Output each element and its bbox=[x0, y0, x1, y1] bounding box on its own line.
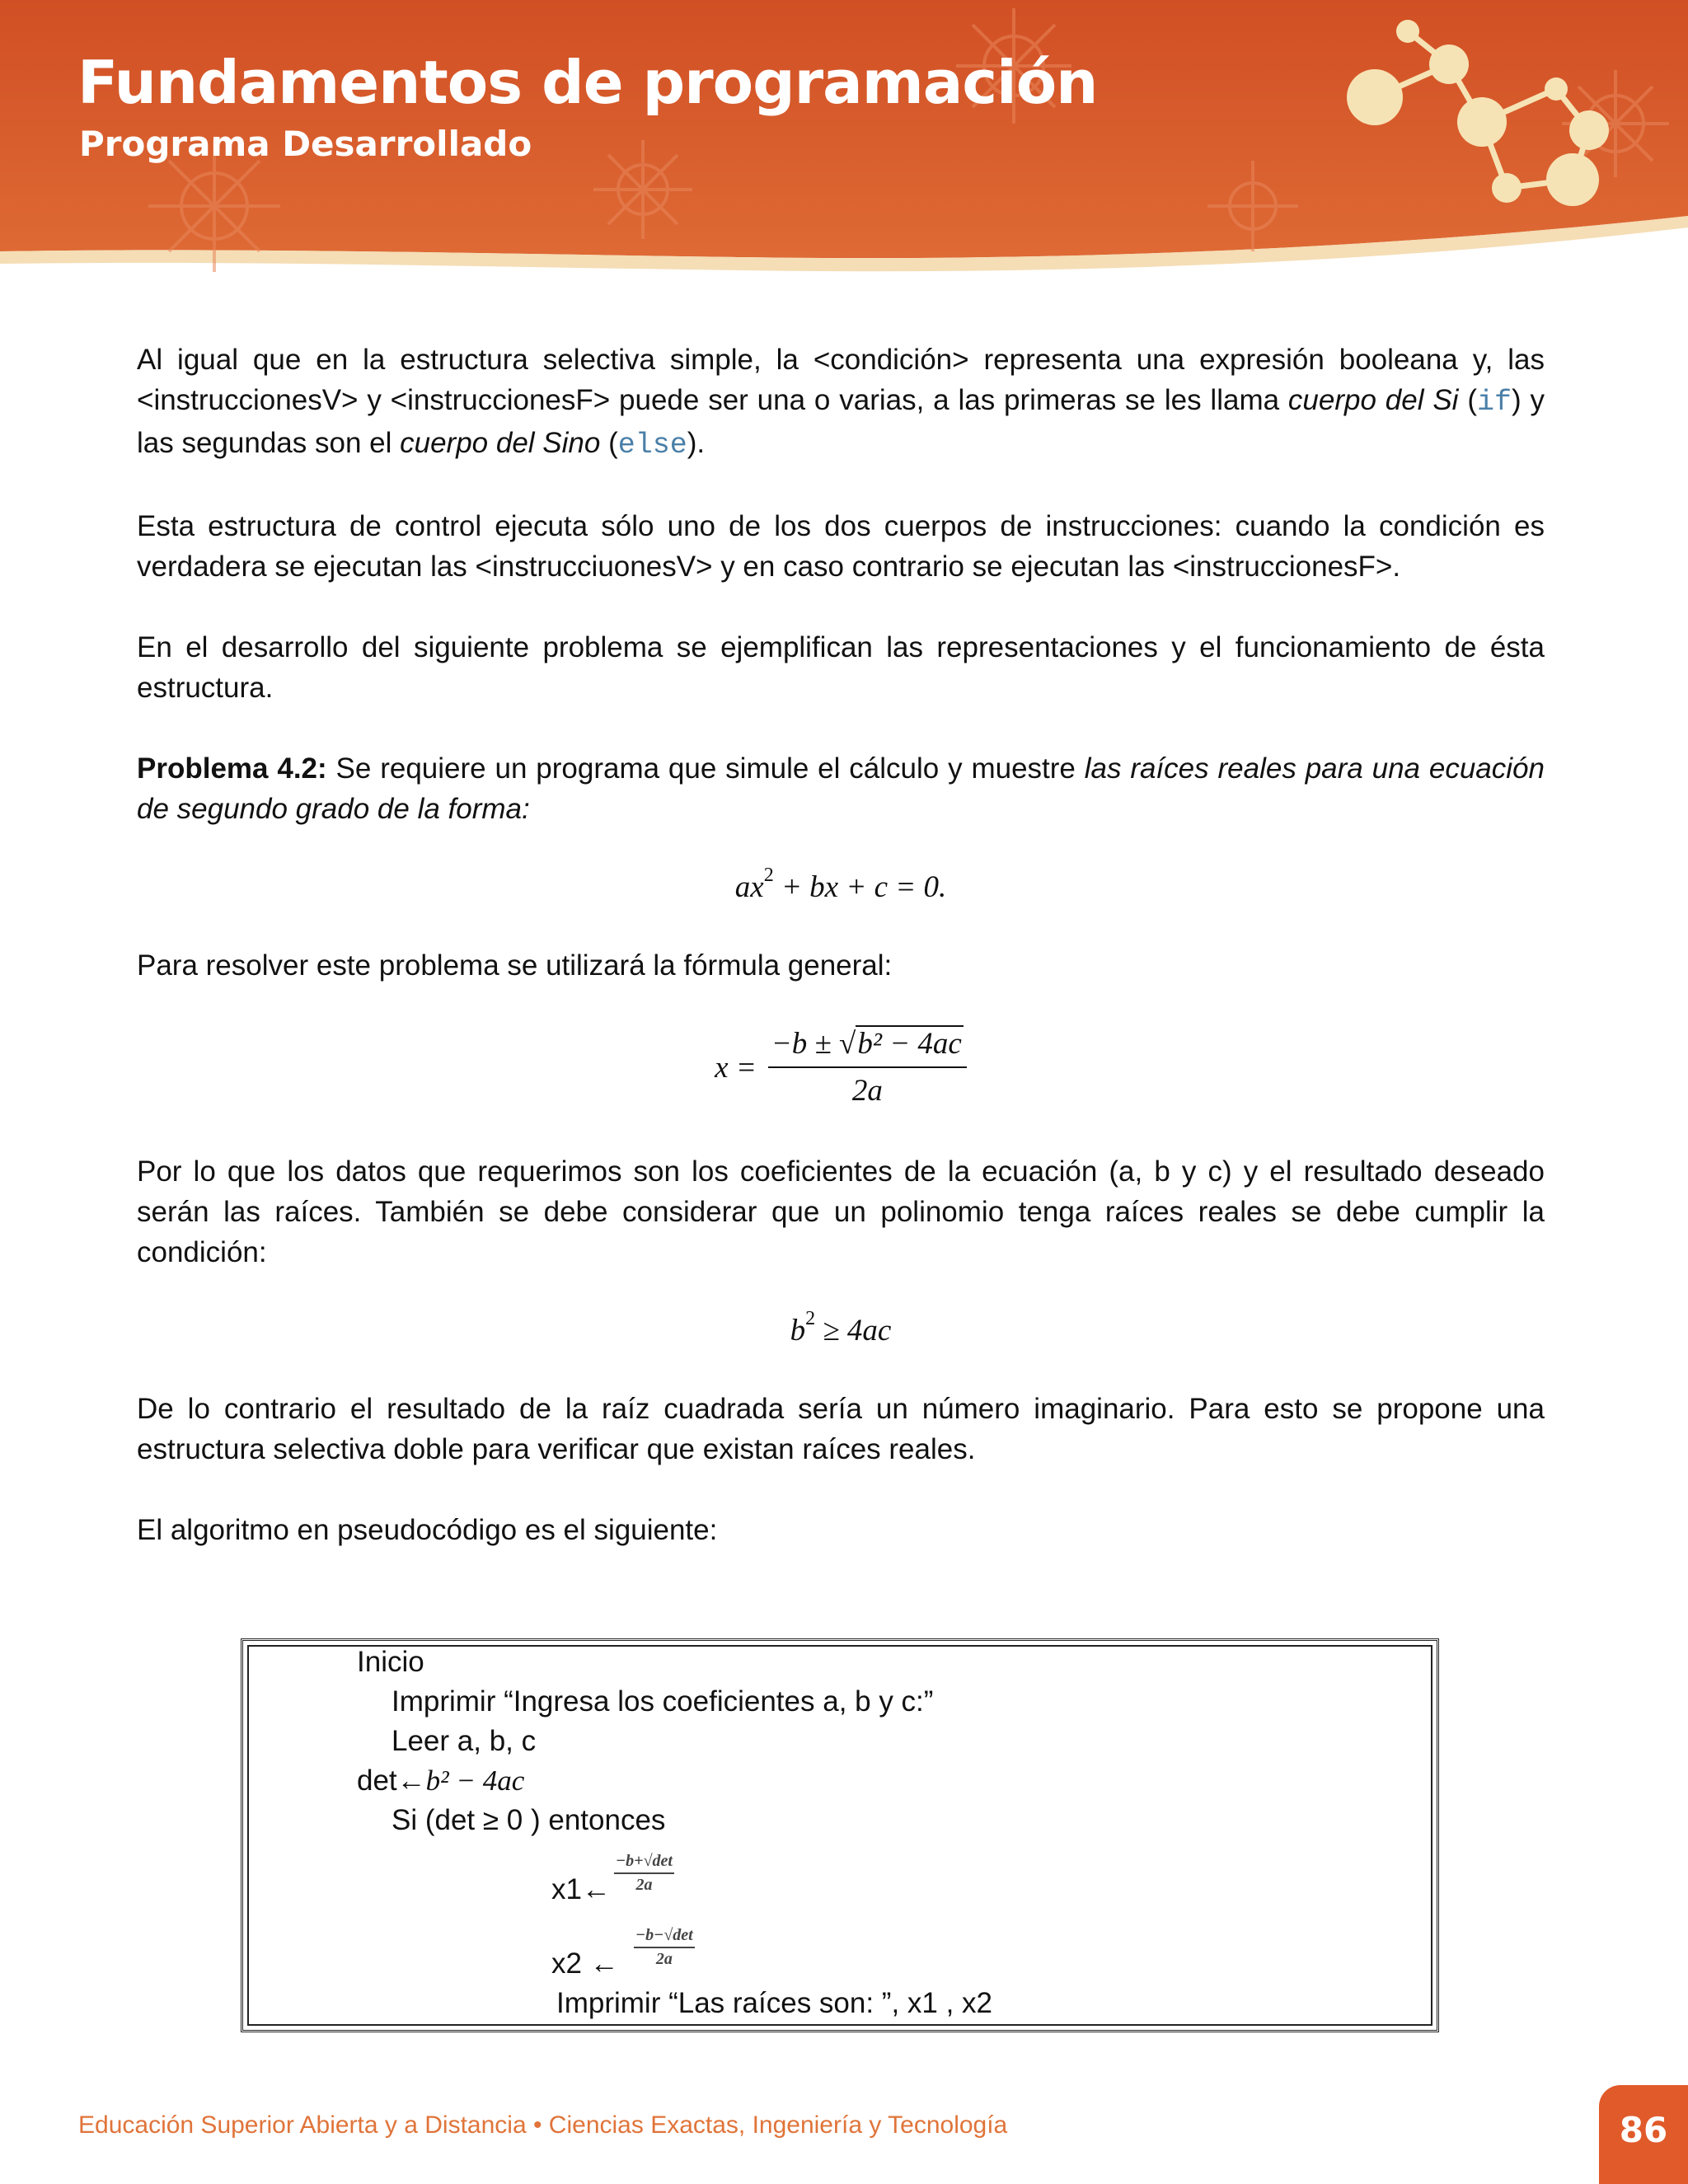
paragraph-1 bbox=[137, 340, 1545, 466]
document-subtitle: Programa Desarrollado bbox=[79, 124, 532, 164]
algo-line-x2: x2 ← bbox=[551, 1947, 619, 1980]
eq-quadratic-exp: 2 bbox=[763, 865, 774, 886]
paragraph-3: En el desarrollo del siguiente problema se ejemplifican las representaciones y el funcionamiento de ésta estructura. bbox=[137, 631, 1545, 704]
page-header bbox=[0, 0, 1688, 288]
equation-condition bbox=[137, 1308, 1545, 1348]
paragraph-7: De lo contrario el resultado de la raíz cuadrada sería un número imaginario. Para esto se propone una estructura selectiva doble para verificar que existan raíces reales. bbox=[137, 1393, 1545, 1465]
formula-numerator bbox=[768, 1026, 967, 1068]
paragraph-6: Por lo que los datos que requerimos son los coeficientes de la ecuación (a, b y c) y el resultado deseado serán las raíces. También se debe considerar que un polinomio tenga raíces reales se debe cumplir la condición: bbox=[137, 1155, 1545, 1268]
page-body bbox=[137, 340, 1545, 1550]
eq-condition-exp: 2 bbox=[805, 1308, 816, 1329]
algo-line-si: Si (det ≥ 0 ) entonces bbox=[392, 1804, 666, 1836]
paragraph-2: Esta estructura de control ejecuta sólo uno de los dos cuerpos de instrucciones: cuando la condición es verdadera se ejecutan las <instrucciuonesV> y en caso contrario se ejecutan las <instruccionesF>. bbox=[137, 510, 1545, 583]
algo-line-imprimir-raices: Imprimir “Las raíces son: ”, x1 , x2 bbox=[556, 1987, 993, 2019]
x1-numerator: −b+√det bbox=[614, 1852, 674, 1874]
eq-condition-post: ≥ 4ac bbox=[815, 1314, 892, 1347]
p1-italic-sino: cuerpo del Sino bbox=[400, 427, 601, 459]
eq-condition-pre: b bbox=[790, 1314, 806, 1347]
paragraph-problem bbox=[137, 748, 1545, 829]
formula-radicand: b² − 4ac bbox=[857, 1027, 962, 1061]
algo-line-imprimir: Imprimir “Ingresa los coeficientes a, b y c:” bbox=[392, 1685, 934, 1718]
x1-denominator: 2a bbox=[635, 1876, 653, 1894]
x1-fraction bbox=[614, 1852, 674, 1895]
p1-paren-close: ). bbox=[687, 427, 706, 459]
problem-label: Problema 4.2: bbox=[137, 752, 327, 785]
algo-line-inicio: Inicio bbox=[357, 1646, 424, 1678]
paragraph-5: Para resolver este problema se utilizará la fórmula general: bbox=[137, 949, 893, 982]
paragraph-8: El algoritmo en pseudocódigo es el siguiente: bbox=[137, 1514, 718, 1546]
p1-text-2: ) y las segundas son el bbox=[137, 384, 1545, 459]
problem-italic: las raíces reales para una ecuación de segundo grado de la forma: bbox=[137, 752, 1545, 825]
p1-paren-open: ( bbox=[1458, 384, 1477, 416]
algo-line-leer: Leer a, b, c bbox=[392, 1725, 537, 1757]
algo-det-expression: b² − 4ac bbox=[425, 1765, 525, 1797]
equation-general-formula bbox=[137, 1026, 1545, 1108]
eq-quadratic-post: + bx + c = 0. bbox=[773, 870, 947, 904]
code-else: else bbox=[617, 429, 687, 462]
formula-denominator: 2a bbox=[851, 1074, 883, 1108]
formula-lhs: x = bbox=[715, 1050, 757, 1085]
algo-line-det bbox=[357, 1765, 524, 1797]
problem-text: Se requiere un programa que simule el cálculo y muestre bbox=[326, 752, 1085, 785]
algo-det-assign: det← bbox=[357, 1765, 426, 1797]
page-number: 86 bbox=[1619, 2110, 1668, 2150]
formula-fraction bbox=[768, 1026, 967, 1108]
x2-denominator: 2a bbox=[655, 1950, 673, 1968]
formula-num-pre: −b ± √ bbox=[771, 1027, 856, 1061]
document-title: Fundamentos de programación bbox=[77, 48, 1098, 117]
footer-institution: Educación Superior Abierta y a Distancia • Ciencias Exactas, Ingeniería y Tecnología bbox=[78, 2111, 1008, 2139]
p1-text: Al igual que en la estructura selectiva simple, la <condición> representa una expresión booleana y, las <instruccionesV> y <instruccionesF> puede ser una o varias, a las primeras se les llama bbox=[137, 344, 1545, 416]
code-if: if bbox=[1476, 386, 1512, 419]
p1-italic-si: cuerpo del Si bbox=[1287, 384, 1459, 416]
algo-line-x1: x1← bbox=[551, 1873, 611, 1905]
x2-numerator: −b−√det bbox=[634, 1926, 695, 1948]
pseudocode-box bbox=[241, 1638, 1439, 2032]
eq-quadratic-pre: ax bbox=[734, 870, 764, 904]
p1-paren-open-2: ( bbox=[600, 427, 618, 459]
x2-fraction bbox=[634, 1926, 695, 1969]
equation-quadratic bbox=[137, 865, 1545, 905]
